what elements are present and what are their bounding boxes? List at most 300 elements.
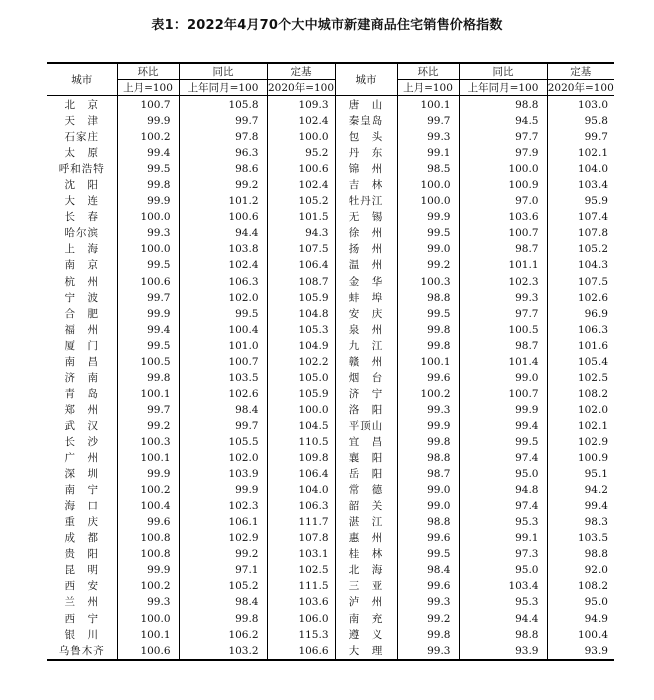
city-cell: 长 沙	[47, 434, 117, 450]
yoy-cell: 103.8	[179, 241, 267, 257]
mom-cell: 99.2	[397, 611, 459, 627]
mom-cell: 99.9	[117, 466, 179, 482]
mom-cell: 99.3	[397, 643, 459, 660]
yoy-cell: 94.4	[459, 611, 547, 627]
table-row	[47, 546, 614, 562]
city-cell: 泸 州	[335, 594, 397, 610]
city-cell: 桂 林	[335, 546, 397, 562]
fixed-cell: 111.5	[267, 578, 335, 594]
city-cell: 重 庆	[47, 514, 117, 530]
mom-cell: 99.0	[397, 498, 459, 514]
table-row	[47, 434, 614, 450]
table-row	[47, 498, 614, 514]
header-mom-base-left: 上月=100	[117, 80, 179, 96]
table-row	[47, 257, 614, 273]
fixed-cell: 103.1	[267, 546, 335, 562]
mom-cell: 98.8	[397, 514, 459, 530]
yoy-cell: 100.7	[459, 225, 547, 241]
city-cell: 兰 州	[47, 594, 117, 610]
fixed-cell: 105.2	[577, 243, 608, 256]
table-row	[47, 611, 614, 627]
mom-cell: 99.7	[397, 113, 459, 129]
city-cell: 合 肥	[47, 306, 117, 322]
yoy-cell: 98.7	[459, 338, 547, 354]
header-fixed-right: 定基	[547, 63, 614, 80]
mom-cell: 100.1	[397, 96, 459, 114]
fixed-cell: 102.5	[267, 562, 335, 578]
yoy-cell: 102.6	[179, 386, 267, 402]
fixed-cell: 95.0	[584, 596, 608, 609]
mom-cell: 99.5	[117, 161, 179, 177]
yoy-cell: 101.1	[459, 257, 547, 273]
yoy-cell: 99.9	[459, 402, 547, 418]
table-row	[47, 514, 614, 530]
header-mom-right: 环比	[397, 63, 459, 80]
mom-cell: 99.6	[397, 370, 459, 386]
mom-cell: 100.1	[397, 354, 459, 370]
mom-cell: 99.8	[397, 434, 459, 450]
city-cell: 九 江	[335, 338, 397, 354]
yoy-cell: 106.1	[179, 514, 267, 530]
fixed-cell: 115.3	[267, 627, 335, 643]
yoy-cell: 99.5	[179, 306, 267, 322]
fixed-cell: 104.3	[577, 259, 608, 272]
fixed-cell: 93.9	[547, 643, 614, 660]
city-cell: 南 京	[47, 257, 117, 273]
mom-cell: 100.0	[117, 209, 179, 225]
mom-cell: 99.1	[397, 145, 459, 161]
yoy-cell: 99.0	[459, 370, 547, 386]
fixed-cell: 103.4	[577, 179, 608, 192]
header-mom-left: 环比	[117, 63, 179, 80]
yoy-cell: 99.2	[179, 177, 267, 193]
city-cell: 西 宁	[47, 611, 117, 627]
city-cell: 青 岛	[47, 386, 117, 402]
fixed-cell: 102.6	[577, 291, 608, 304]
fixed-cell: 104.8	[267, 306, 335, 322]
mom-cell: 99.3	[117, 594, 179, 610]
fixed-cell: 107.4	[577, 211, 608, 224]
fixed-cell: 108.2	[577, 580, 608, 593]
yoy-cell: 97.0	[459, 193, 547, 209]
fixed-cell: 94.2	[584, 484, 608, 497]
yoy-cell: 99.2	[179, 546, 267, 562]
header-yoy-base-left: 上年同月=100	[179, 80, 267, 96]
city-cell: 北 海	[335, 562, 397, 578]
yoy-cell: 95.0	[459, 466, 547, 482]
table-row	[47, 290, 614, 306]
city-cell: 丹 东	[335, 145, 397, 161]
city-cell: 徐 州	[335, 225, 397, 241]
mom-cell: 99.3	[117, 225, 179, 241]
city-cell: 太 原	[47, 145, 117, 161]
yoy-cell: 102.0	[179, 450, 267, 466]
city-cell: 宁 波	[47, 290, 117, 306]
table-row	[47, 209, 614, 225]
header-mom-base-right: 上月=100	[397, 80, 459, 96]
city-cell: 上 海	[47, 241, 117, 257]
yoy-cell: 98.8	[459, 96, 547, 114]
fixed-cell: 95.1	[584, 468, 608, 481]
city-cell: 平顶山	[335, 418, 397, 434]
fixed-cell: 106.3	[267, 498, 335, 514]
yoy-cell: 100.4	[179, 322, 267, 338]
table-row	[47, 530, 614, 546]
city-cell: 呼和浩特	[47, 161, 117, 177]
fixed-cell: 111.7	[267, 514, 335, 530]
mom-cell: 100.2	[117, 578, 179, 594]
table-row	[47, 450, 614, 466]
city-cell: 安 庆	[335, 306, 397, 322]
yoy-cell: 100.7	[179, 354, 267, 370]
fixed-cell: 109.8	[267, 450, 335, 466]
yoy-cell: 98.4	[179, 402, 267, 418]
mom-cell: 99.6	[397, 530, 459, 546]
table-row	[47, 129, 614, 145]
fixed-cell: 107.8	[577, 227, 608, 240]
mom-cell: 100.8	[117, 546, 179, 562]
fixed-cell: 102.1	[577, 147, 608, 160]
fixed-cell: 99.7	[584, 131, 608, 144]
table-row	[47, 562, 614, 578]
fixed-cell: 100.0	[267, 402, 335, 418]
city-cell: 银 川	[47, 627, 117, 643]
yoy-cell: 97.7	[459, 129, 547, 145]
fixed-cell: 94.3	[267, 225, 335, 241]
city-cell: 赣 州	[335, 354, 397, 370]
table-row	[47, 402, 614, 418]
mom-cell: 99.9	[117, 193, 179, 209]
city-cell: 宜 昌	[335, 434, 397, 450]
mom-cell: 99.2	[397, 257, 459, 273]
header-city-left: 城市	[47, 63, 117, 96]
city-cell: 石家庄	[47, 129, 117, 145]
yoy-cell: 99.1	[459, 530, 547, 546]
fixed-cell: 108.7	[267, 274, 335, 290]
table-row	[47, 578, 614, 594]
city-cell: 福 州	[47, 322, 117, 338]
city-cell: 遵 义	[335, 627, 397, 643]
fixed-cell: 107.8	[267, 530, 335, 546]
city-cell: 泉 州	[335, 322, 397, 338]
yoy-cell: 97.7	[459, 306, 547, 322]
table-row	[47, 274, 614, 290]
table-row	[47, 482, 614, 498]
table-row	[47, 594, 614, 610]
city-cell: 厦 门	[47, 338, 117, 354]
city-cell: 金 华	[335, 274, 397, 290]
fixed-cell: 105.9	[267, 386, 335, 402]
mom-cell: 100.0	[397, 177, 459, 193]
mom-cell: 100.0	[117, 611, 179, 627]
fixed-cell: 102.9	[577, 436, 608, 448]
fixed-cell: 106.0	[267, 611, 335, 627]
yoy-cell: 100.5	[459, 322, 547, 338]
yoy-cell: 97.8	[179, 129, 267, 145]
table-row	[47, 145, 614, 161]
city-cell: 长 春	[47, 209, 117, 225]
fixed-cell: 107.5	[577, 275, 608, 288]
fixed-cell: 105.3	[267, 322, 335, 338]
city-cell: 蚌 埠	[335, 290, 397, 306]
fixed-cell: 100.0	[267, 129, 335, 145]
yoy-cell: 94.5	[459, 113, 547, 129]
fixed-cell: 100.4	[577, 628, 608, 641]
table-row	[47, 113, 614, 129]
fixed-cell: 106.4	[267, 466, 335, 482]
mom-cell: 98.4	[397, 562, 459, 578]
fixed-cell: 101.5	[267, 209, 335, 225]
city-cell: 湛 江	[335, 514, 397, 530]
mom-cell: 100.1	[117, 386, 179, 402]
table-row	[47, 354, 614, 370]
city-cell: 南 宁	[47, 482, 117, 498]
city-cell: 唐 山	[335, 96, 397, 114]
fixed-cell: 105.0	[267, 370, 335, 386]
yoy-cell: 103.9	[179, 466, 267, 482]
yoy-cell: 100.0	[459, 161, 547, 177]
mom-cell: 100.6	[117, 274, 179, 290]
yoy-cell: 101.0	[179, 338, 267, 354]
city-cell: 昆 明	[47, 562, 117, 578]
mom-cell: 99.4	[117, 145, 179, 161]
table-body	[47, 96, 614, 660]
mom-cell: 100.2	[117, 129, 179, 145]
table-row	[47, 161, 614, 177]
city-cell: 南 充	[335, 611, 397, 627]
city-cell: 杭 州	[47, 274, 117, 290]
yoy-cell: 95.3	[459, 594, 547, 610]
mom-cell: 98.8	[397, 450, 459, 466]
city-cell: 岳 阳	[335, 466, 397, 482]
fixed-cell: 108.2	[577, 387, 608, 400]
city-cell: 沈 阳	[47, 177, 117, 193]
mom-cell: 99.3	[397, 129, 459, 145]
yoy-cell: 100.7	[459, 386, 547, 402]
mom-cell: 99.9	[397, 418, 459, 434]
fixed-cell: 109.3	[267, 96, 335, 114]
yoy-cell: 101.2	[179, 193, 267, 209]
mom-cell: 100.7	[117, 96, 179, 114]
mom-cell: 98.7	[397, 466, 459, 482]
yoy-cell: 106.3	[179, 274, 267, 290]
yoy-cell: 99.7	[179, 113, 267, 129]
table-row	[47, 322, 614, 338]
mom-cell: 98.8	[397, 290, 459, 306]
mom-cell: 100.1	[117, 450, 179, 466]
yoy-cell: 99.4	[459, 418, 547, 434]
fixed-cell: 95.2	[267, 145, 335, 161]
fixed-cell: 107.5	[267, 241, 335, 257]
city-cell: 惠 州	[335, 530, 397, 546]
fixed-cell: 105.9	[267, 290, 335, 306]
city-cell: 无 锡	[335, 209, 397, 225]
table-row	[47, 225, 614, 241]
mom-cell: 99.3	[397, 594, 459, 610]
price-index-table	[47, 62, 614, 661]
mom-cell: 99.6	[117, 514, 179, 530]
yoy-cell: 101.4	[459, 354, 547, 370]
yoy-cell: 94.8	[459, 482, 547, 498]
header-yoy-right: 同比	[459, 63, 547, 80]
yoy-cell: 106.2	[179, 627, 267, 643]
mom-cell: 99.5	[117, 338, 179, 354]
table-row	[47, 418, 614, 434]
mom-cell: 100.2	[397, 386, 459, 402]
mom-cell: 99.7	[117, 402, 179, 418]
yoy-cell: 97.9	[459, 145, 547, 161]
mom-cell: 100.0	[397, 193, 459, 209]
mom-cell: 100.3	[397, 274, 459, 290]
mom-cell: 99.8	[397, 322, 459, 338]
city-cell: 乌鲁木齐	[47, 643, 117, 660]
table-row	[47, 386, 614, 402]
mom-cell: 99.8	[397, 627, 459, 643]
table-row	[47, 193, 614, 209]
city-cell: 温 州	[335, 257, 397, 273]
mom-cell: 99.9	[117, 306, 179, 322]
yoy-cell: 103.6	[459, 209, 547, 225]
mom-cell: 99.3	[397, 402, 459, 418]
header-yoy-base-right: 上年同月=100	[459, 80, 547, 96]
fixed-cell: 105.4	[577, 355, 608, 368]
yoy-cell: 97.4	[459, 450, 547, 466]
yoy-cell: 99.8	[179, 611, 267, 627]
yoy-cell: 102.4	[179, 257, 267, 273]
yoy-cell: 99.9	[179, 482, 267, 498]
city-cell: 济 宁	[335, 386, 397, 402]
fixed-cell: 102.2	[267, 354, 335, 370]
city-cell: 贵 阳	[47, 546, 117, 562]
mom-cell: 99.7	[117, 290, 179, 306]
fixed-cell: 102.4	[267, 113, 335, 129]
fixed-cell: 92.0	[584, 564, 608, 577]
fixed-cell: 103.0	[577, 99, 608, 112]
mom-cell: 100.0	[117, 241, 179, 257]
city-cell: 牡丹江	[335, 193, 397, 209]
city-cell: 烟 台	[335, 370, 397, 386]
city-cell: 常 德	[335, 482, 397, 498]
fixed-cell: 96.9	[584, 307, 608, 320]
city-cell: 郑 州	[47, 402, 117, 418]
city-cell: 大 理	[335, 643, 397, 660]
fixed-cell: 105.2	[267, 193, 335, 209]
yoy-cell: 102.9	[179, 530, 267, 546]
fixed-cell: 102.4	[267, 177, 335, 193]
mom-cell: 99.4	[117, 322, 179, 338]
fixed-cell: 104.9	[267, 338, 335, 354]
fixed-cell: 100.6	[267, 161, 335, 177]
fixed-cell: 94.9	[584, 612, 608, 625]
mom-cell: 99.8	[397, 338, 459, 354]
city-cell: 西 安	[47, 578, 117, 594]
city-cell: 包 头	[335, 129, 397, 145]
fixed-cell: 106.6	[267, 643, 335, 660]
table-row	[47, 177, 614, 193]
fixed-cell: 98.8	[584, 548, 608, 561]
fixed-cell: 100.9	[577, 452, 608, 465]
header-fixed-base-left: 2020年=100	[267, 81, 335, 94]
fixed-cell: 102.0	[577, 403, 608, 416]
yoy-cell: 97.1	[179, 562, 267, 578]
table-row	[47, 466, 614, 482]
yoy-cell: 98.4	[179, 594, 267, 610]
fixed-cell: 95.9	[584, 195, 608, 208]
yoy-cell: 97.3	[459, 546, 547, 562]
mom-cell: 99.2	[117, 418, 179, 434]
fixed-cell: 101.6	[577, 339, 608, 352]
city-cell: 成 都	[47, 530, 117, 546]
mom-cell: 99.0	[397, 482, 459, 498]
table-row	[47, 627, 614, 643]
table-row	[47, 241, 614, 257]
city-cell: 哈尔滨	[47, 225, 117, 241]
mom-cell: 98.5	[397, 161, 459, 177]
table-row	[47, 643, 614, 660]
mom-cell: 99.9	[117, 562, 179, 578]
mom-cell: 100.1	[117, 627, 179, 643]
mom-cell: 99.9	[397, 209, 459, 225]
fixed-cell: 102.5	[577, 371, 608, 384]
city-cell: 济 南	[47, 370, 117, 386]
table-row	[47, 96, 614, 114]
table-row	[47, 338, 614, 354]
mom-cell: 99.5	[117, 257, 179, 273]
yoy-cell: 95.3	[459, 514, 547, 530]
mom-cell: 100.5	[117, 354, 179, 370]
city-cell: 三 亚	[335, 578, 397, 594]
yoy-cell: 105.8	[179, 96, 267, 114]
table-row	[47, 370, 614, 386]
city-cell: 北 京	[47, 96, 117, 114]
mom-cell: 99.8	[117, 370, 179, 386]
yoy-cell: 102.0	[179, 290, 267, 306]
mom-cell: 100.3	[117, 434, 179, 450]
city-cell: 武 汉	[47, 418, 117, 434]
yoy-cell: 103.5	[179, 370, 267, 386]
fixed-cell: 102.1	[577, 419, 608, 432]
fixed-cell: 103.5	[577, 532, 608, 545]
mom-cell: 100.8	[117, 530, 179, 546]
yoy-cell: 95.0	[459, 562, 547, 578]
mom-cell: 99.5	[397, 306, 459, 322]
city-cell: 广 州	[47, 450, 117, 466]
fixed-cell: 104.0	[267, 482, 335, 498]
mom-cell: 99.5	[397, 546, 459, 562]
city-cell: 吉 林	[335, 177, 397, 193]
fixed-cell: 98.3	[584, 516, 608, 529]
yoy-cell: 102.3	[179, 498, 267, 514]
fixed-cell: 104.5	[267, 418, 335, 434]
fixed-cell: 95.8	[584, 115, 608, 128]
yoy-cell: 102.3	[459, 274, 547, 290]
yoy-cell: 96.3	[179, 145, 267, 161]
yoy-cell: 97.4	[459, 498, 547, 514]
city-cell: 襄 阳	[335, 450, 397, 466]
city-cell: 锦 州	[335, 161, 397, 177]
mom-cell: 100.2	[117, 482, 179, 498]
yoy-cell: 100.9	[459, 177, 547, 193]
page-title: 表1：2022年4月70个大中城市新建商品住宅销售价格指数	[151, 18, 503, 33]
fixed-cell: 103.6	[267, 594, 335, 610]
fixed-cell: 110.5	[267, 434, 335, 450]
city-cell: 海 口	[47, 498, 117, 514]
mom-cell: 99.6	[397, 578, 459, 594]
fixed-cell: 106.3	[577, 323, 608, 336]
mom-cell: 99.0	[397, 241, 459, 257]
mom-cell: 100.4	[117, 498, 179, 514]
yoy-cell: 99.5	[459, 434, 547, 450]
